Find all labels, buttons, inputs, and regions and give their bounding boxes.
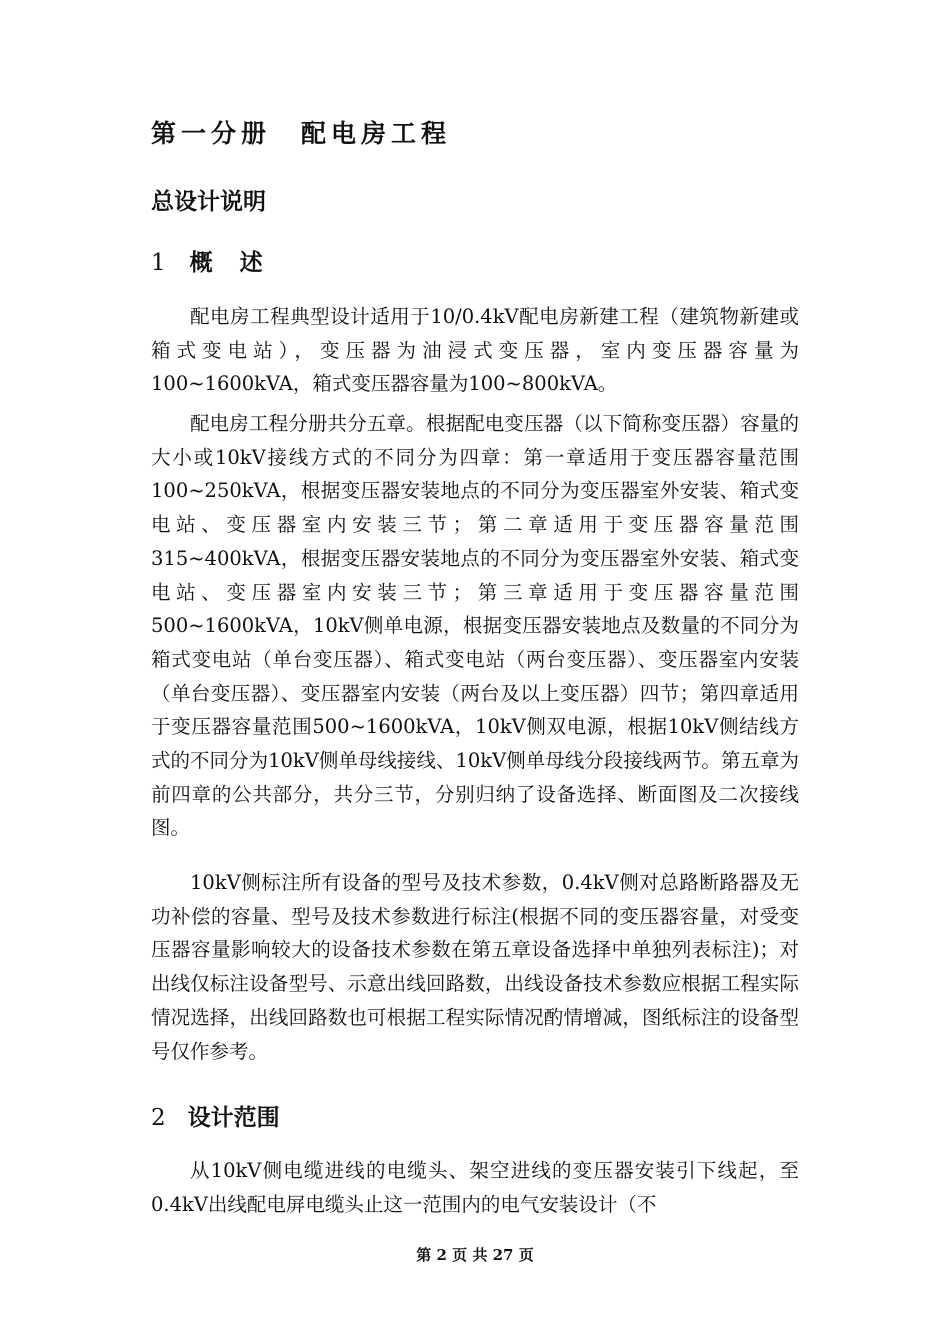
heading-text: 概 述 — [189, 250, 265, 276]
heading-overview — [151, 244, 265, 277]
heading-number: 2 — [151, 1105, 166, 1131]
paragraph: 10kV侧标注所有设备的型号及技术参数，0.4kV侧对总路断路器及无功补偿的容量、型号及技术参数进行标注(根据不同的变压器容量，对受变压器容量影响较大的设备技术参数在第五章设备选择中单独列表标注)；对出线仅标注设备型号、示意出线回路数，出线设备技术参数应根据工程实际情况选择，出线回路数也可根据工程实际情况酌情增减，图纸标注的设备型号仅作参考。 — [151, 871, 799, 1063]
heading-number: 1 — [151, 250, 168, 276]
section-title: 总设计说明 — [151, 189, 266, 215]
heading-text: 设计范围 — [187, 1105, 280, 1131]
heading-design-scope — [151, 1099, 280, 1132]
paragraph: 从10kV侧电缆进线的电缆头、架空进线的变压器安装引下线起，至0.4kV出线配电屏电缆头止这一范围内的电气安装设计（不 — [151, 1159, 799, 1216]
paragraph: 配电房工程典型设计适用于10/0.4kV配电房新建工程（建筑物新建或箱式变电站），变压器为油浸式变压器，室内变压器容量为100~1600kVA，箱式变压器容量为100~800kVA。 — [151, 305, 799, 396]
page-footer: 第 2 页 共 27 页 — [416, 1246, 534, 1264]
volume-title: 第一分册 配电房工程 — [151, 119, 452, 148]
paragraph: 配电房工程分册共分五章。根据配电变压器（以下简称变压器）容量的大小或10kV接线方式的不同分为四章：第一章适用于变压器容量范围100~250kVA，根据变压器安装地点的不同分为变压器室外安装、箱式变电站、变压器室内安装三节；第二章适用于变压器容量范围315~400kVA，根据变压器安装地点的不同分为变压器室外安装、箱式变电站、变压器室内安装三节；第三章适用于变压器容量范围500~1600kVA，10kV侧单电源，根据变压器安装地点及数量的不同分为箱式变电站（单台变压器）、箱式变电站（两台变压器）、变压器室内安装（单台变压器）、变压器室内安装（两台及以上变压器）四节；第四章适用于变压器容量范围500~1600kVA，10kV侧双电源，根据10kV侧结线方式的不同分为10kV侧单母线接线、10kV侧单母线分段接线两节。第五章为前四章的公共部分，共分三节，分别归纳了设备选择、断面图及二次接线图。 — [151, 412, 799, 840]
